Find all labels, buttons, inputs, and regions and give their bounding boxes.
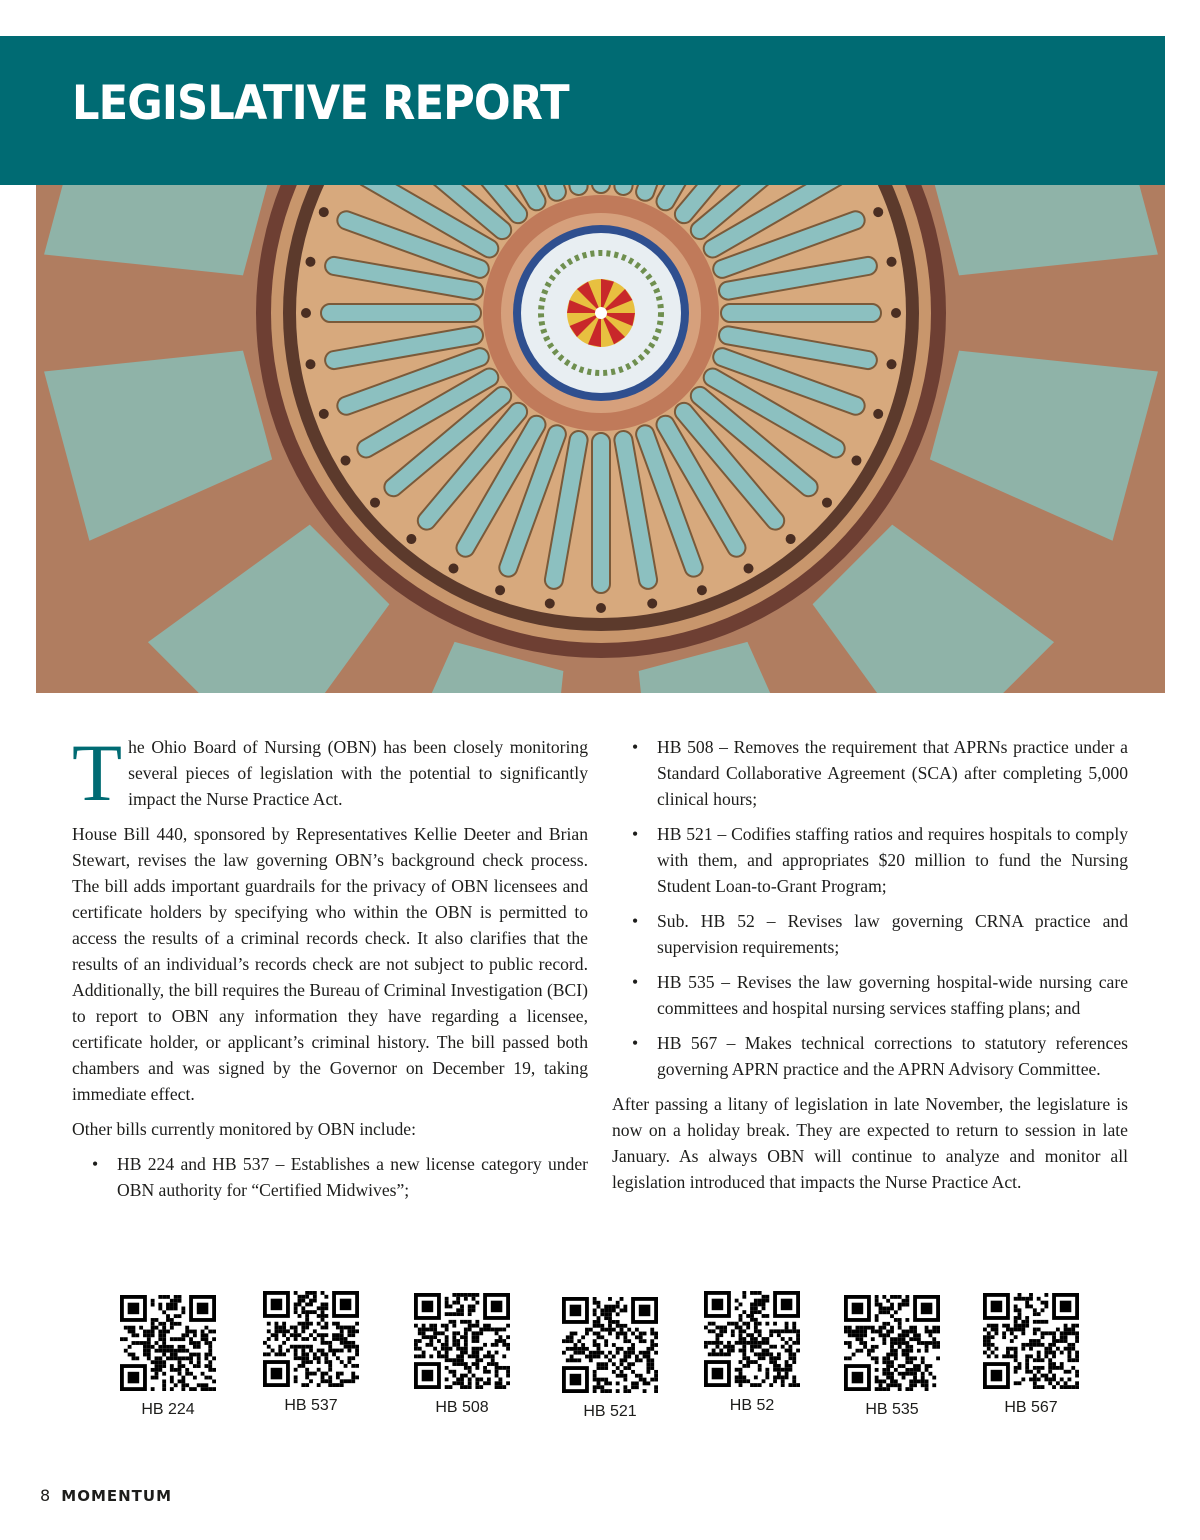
qr-code-row [0,1295,1200,1425]
qr-label: HB 535 [865,1401,919,1418]
closing-paragraph: After passing a litany of legislation in late November, the legislature is now on a holiday break. They are expected to return to session in late January. As always OBN will continue to analyze and monitor all legislation introduced that impacts the Nurse Practice Act. [612,1094,1128,1192]
qr-code-icon [263,1291,359,1387]
list-item: • HB 567 – Makes technical corrections to statutory references governing APRN practice and the APRN Advisory Committee. [612,1030,1128,1082]
page-footer [40,1486,172,1505]
qr-code-icon [562,1297,658,1393]
list-item: • HB 224 and HB 537 – Establishes a new license category under OBN authority for “Certified Midwives”; [72,1151,588,1203]
other-bills-intro: Other bills currently monitored by OBN include: [72,1119,416,1139]
page-title: LEGISLATIVE REPORT [72,76,569,131]
drop-cap: T [72,727,123,818]
qr-code[interactable] [562,1297,658,1420]
page-number: 8 [40,1486,51,1505]
qr-code-icon [704,1291,800,1387]
capitol-dome-photo [36,185,1165,693]
qr-label: HB 537 [284,1397,338,1414]
bill-list-right [612,734,1128,1082]
qr-label: HB 521 [583,1403,637,1420]
magazine-name: MOMENTUM [61,1487,173,1505]
qr-label: HB 508 [435,1399,489,1416]
bill-list-left [72,1151,588,1203]
qr-code-icon [844,1295,940,1391]
qr-code-icon [983,1293,1079,1389]
hb440-paragraph: House Bill 440, sponsored by Representatives Kellie Deeter and Brian Stewart, revises the law governing OBN’s background check process. The bill adds important guardrails for the privacy of OBN licensees and certificate holders by specifying who within the OBN is permitted to access the results of a criminal records check. It also clarifies that the results of an individual’s records check are not subject to public record. Additionally, the bill requires the Bureau of Criminal Investigation (BCI) to report to OBN any information they have regarding a licensee, certificate holder, or applicant’s criminal history. The bill passed both chambers and was signed by the Governor on December 19, taking immediate effect. [72,824,588,1104]
qr-label: HB 567 [1004,1399,1058,1416]
qr-code[interactable] [704,1291,800,1414]
qr-code[interactable] [120,1295,216,1418]
qr-code-icon [120,1295,216,1391]
left-column [72,727,588,1212]
qr-code[interactable] [983,1293,1079,1416]
qr-code-icon [414,1293,510,1389]
qr-code[interactable] [263,1291,359,1414]
intro-paragraph: The Ohio Board of Nursing (OBN) has been closely monitoring several pieces of legislation with the potential to significantly impact the Nurse Practice Act. [72,727,588,818]
header-banner [0,36,1165,185]
qr-code[interactable] [844,1295,940,1418]
list-item: • HB 521 – Codifies staffing ratios and requires hospitals to comply with them, and appropriates $20 million to fund the Nursing Student Loan-to-Grant Program; [612,821,1128,899]
qr-label: HB 52 [729,1397,775,1414]
list-item: • HB 535 – Revises the law governing hospital-wide nursing care committees and hospital nursing services staffing plans; and [612,969,1128,1021]
list-item: • HB 508 – Removes the requirement that APRNs practice under a Standard Collaborative Agreement (SCA) after completing 5,000 clinical hours; [612,734,1128,812]
qr-label: HB 224 [141,1401,195,1418]
list-item: • Sub. HB 52 – Revises law governing CRNA practice and supervision requirements; [612,908,1128,960]
qr-code[interactable] [414,1293,510,1416]
right-column [612,734,1128,1204]
